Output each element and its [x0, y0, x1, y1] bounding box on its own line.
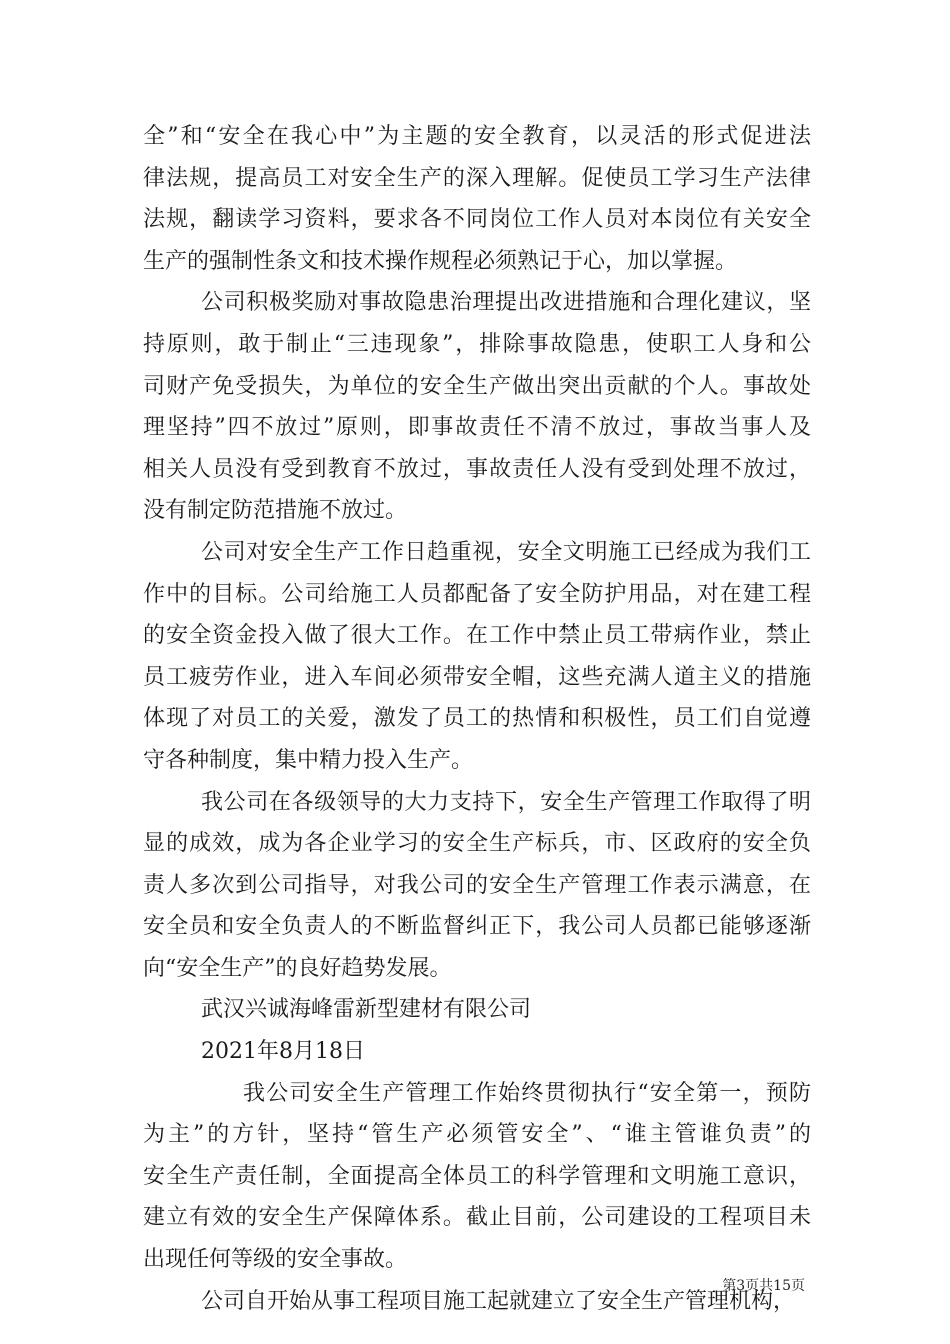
- text-line: 为主”的方针，坚持“管生产必须管安全”、“谁主管谁负责”的: [143, 1122, 811, 1148]
- text-line: 建立有效的安全生产保障体系。截止目前，公司建设的工程项目未: [143, 1205, 811, 1231]
- text-line: 相关人员没有受到教育不放过，事故责任人没有受到处理不放过，: [143, 456, 811, 482]
- company-name: 武汉兴诚海峰雷新型建材有限公司: [201, 997, 532, 1023]
- text-line: 公司积极奖励对事故隐患治理提出改进措施和合理化建议，坚: [201, 290, 811, 316]
- text-line: 守各种制度，集中精力投入生产。: [143, 747, 474, 773]
- paragraph: [143, 1281, 811, 1323]
- text-line: 法规，翻读学习资料，要求各不同岗位工作人员对本岗位有关安全: [143, 207, 811, 233]
- signature-block: [143, 989, 811, 1072]
- text-line: 安全生产责任制，全面提高全体员工的科学管理和文明施工意识，: [143, 1163, 811, 1189]
- text-line: 我公司在各级领导的大力支持下，安全生产管理工作取得了明: [201, 789, 811, 815]
- text-line: 出现任何等级的安全事故。: [143, 1247, 408, 1273]
- text-line: 责人多次到公司指导，对我公司的安全生产管理工作表示满意，在: [143, 872, 811, 898]
- paragraph: [143, 116, 811, 282]
- paragraph: [143, 282, 811, 532]
- paragraph: [143, 782, 811, 990]
- document-body: [143, 116, 811, 1322]
- text-line: 我公司安全生产管理工作始终贯彻执行“安全第一，预防: [243, 1080, 811, 1106]
- text-line: 生产的强制性条文和技术操作规程必须熟记于心，加以掌握。: [143, 248, 738, 274]
- text-line: 没有制定防范措施不放过。: [143, 498, 408, 524]
- text-line: 显的成效，成为各企业学习的安全生产标兵，市、区政府的安全负: [143, 831, 811, 857]
- text-line: 司财产免受损失，为单位的安全生产做出突出贡献的个人。事故处: [143, 373, 811, 399]
- text-line: 体现了对员工的关爱，激发了员工的热情和积极性，员工们自觉遵: [143, 706, 811, 732]
- text-line: 公司自开始从事工程项目施工起就建立了安全生产管理机构，: [201, 1288, 796, 1314]
- text-line: 作中的目标。公司给施工人员都配备了安全防护用品，对在建工程: [143, 581, 811, 607]
- text-line: 理坚持”四不放过”原则，即事故责任不清不放过，事故当事人及: [143, 415, 811, 441]
- text-line: 律法规，提高员工对安全生产的深入理解。促使员工学习生产法律: [143, 165, 811, 191]
- text-line: 安全员和安全负责人的不断监督纠正下，我公司人员都已能够逐渐: [143, 914, 811, 940]
- paragraph: [143, 532, 811, 782]
- text-line: 全”和“安全在我心中”为主题的安全教育，以灵活的形式促进法: [143, 124, 811, 149]
- text-line: 向“安全生产”的良好趋势发展。: [143, 955, 452, 981]
- text-line: 公司对安全生产工作日趋重视，安全文明施工已经成为我们工: [201, 539, 811, 565]
- text-line: 的安全资金投入做了很大工作。在工作中禁止员工带病作业，禁止: [143, 623, 811, 649]
- signature-date: 2021年8月18日: [201, 1039, 365, 1065]
- text-line: 持原则，敢于制止“三违现象”，排除事故隐患，使职工人身和公: [143, 331, 811, 357]
- text-line: 员工疲劳作业，进入车间必须带安全帽，这些充满人道主义的措施: [143, 664, 811, 690]
- paragraph: [143, 1073, 811, 1281]
- page-number: 第3页共15页: [722, 1278, 805, 1294]
